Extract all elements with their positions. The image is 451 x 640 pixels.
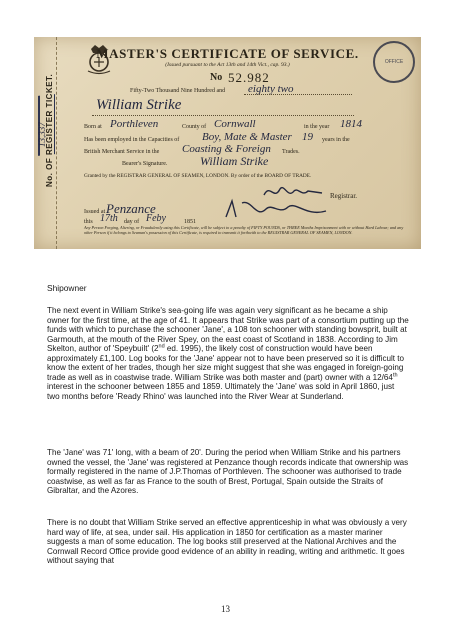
paragraph-2: The 'Jane' was 71' long, with a beam of 20'. During the period when William Strike and his partners owned the vessel, the 'Jane' was registered at Penzance though records indicate that ownership was formally registered in the name of J.P.Thomas of Porthleven. The schooner was authorised to trade coastwise, as well as far as France to the south of Brest, Portugal, Spain outside the Straits of Gibraltar, and the Azores. bbox=[47, 448, 409, 496]
registrar-label: Registrar. bbox=[330, 192, 358, 200]
bearer-signature: William Strike bbox=[200, 154, 269, 168]
capacity-label: Has been employed in the Capacities of bbox=[84, 137, 180, 143]
issuing-officer-signature-icon bbox=[222, 197, 332, 223]
seaman-name: William Strike bbox=[96, 97, 182, 113]
county-label: County of bbox=[182, 124, 207, 130]
small-print: Any Person Forging, Altering, or Fraudulently using this Certificate, will be subject to a penalty of FIFTY POUNDS, or THREE Months Imprisonment with or without Hard Labour; and any other Person if it belongs to Seaman's possession of this Certificate, is required to transmit it forthwith to the REGISTRAR GENERAL OF SEAMEN, LONDON. bbox=[84, 225, 404, 235]
paragraph-1: The next event in William Strike's sea-going life was again very significant as he became a ship owner for the first time, at the age of 41. It appears that Strike was part of a consortium putting up the funds with which to purchase the schooner 'Jane', a 108 ton schooner with standing bowsprit, built at Garmouth, at the mouth of the River Spey, on the east coast of Scotland in 1838. According to Jim Skelton, author of 'Speybuilt' (2nd ed. 1995), the likely cost of construction would have been approximately £1,100. Log books for the 'Jane' appear not to have been preserved so it is difficult to know the extent of her trades, though her size might suggest that she was engaged in foreign-going trade as well as in coastwise trade. William Strike was both master and (part) owner with a 12/64th interest in the schooner between 1855 and 1859. Ultimately the 'Jane' was sold in April 1860, just two months before 'Ready Rhino' was launched into the River Wear at Sunderland. bbox=[47, 306, 409, 401]
years-served: 19 bbox=[302, 131, 313, 143]
register-ticket-label: No. OF REGISTER TICKET. bbox=[45, 73, 54, 187]
certificate-number: 52.982 bbox=[228, 70, 270, 85]
capacity: Boy, Mate & Master bbox=[202, 131, 292, 143]
register-ticket-number: 13,337 bbox=[37, 122, 47, 147]
signature-label: Bearer's Signature. bbox=[122, 161, 168, 167]
years-label: years in the bbox=[322, 137, 350, 143]
trades: Coasting & Foreign bbox=[182, 143, 271, 155]
day-of-label: day of bbox=[124, 219, 140, 225]
county: Cornwall bbox=[214, 118, 256, 130]
birth-year: 1814 bbox=[340, 118, 362, 130]
service-label: British Merchant Service in the bbox=[84, 149, 160, 155]
issued-at: Penzance bbox=[106, 201, 156, 216]
issue-month: Feby bbox=[146, 213, 166, 224]
trades-label: Trades. bbox=[282, 149, 300, 155]
issue-year: 1851 bbox=[184, 219, 196, 225]
issue-day: 17th bbox=[100, 213, 118, 224]
amount-hand: eighty two bbox=[248, 83, 294, 95]
certificate-title: MASTER'S CERTIFICATE OF SERVICE. bbox=[96, 46, 359, 61]
certificate-subtitle: (Issued pursuant to the Act 13th and 14th Vict., cap. 93.) bbox=[165, 62, 290, 68]
this-label: this bbox=[84, 219, 93, 225]
born-at: Porthleven bbox=[110, 118, 159, 130]
year-label: in the year bbox=[304, 124, 330, 130]
certificate-photo bbox=[34, 37, 421, 249]
page-number: 13 bbox=[221, 604, 230, 614]
born-at-label: Born at bbox=[84, 124, 102, 130]
section-heading: Shipowner bbox=[47, 283, 87, 293]
office-stamp: OFFICE bbox=[373, 41, 415, 83]
certificate-number-label: No bbox=[210, 72, 223, 83]
paragraph-3: There is no doubt that William Strike served an effective apprenticeship in what was obviously a very hard way of life, at sea, under sail. His application in 1850 for certification as a master mariner suggests a man of some education. The log books still preserved at the National Archives and the Cornwall Record Office provide good evidence of an ability in reading, writing and arithmetic. It goes without saying that bbox=[47, 518, 407, 566]
issued-label: Issued at bbox=[84, 209, 106, 215]
granted-by: Granted by the REGISTRAR GENERAL OF SEAMEN, LONDON. By order of the BOARD OF TRADE. bbox=[84, 173, 312, 179]
amount-print: Fifty-Two Thousand Nine Hundred and bbox=[130, 88, 226, 94]
